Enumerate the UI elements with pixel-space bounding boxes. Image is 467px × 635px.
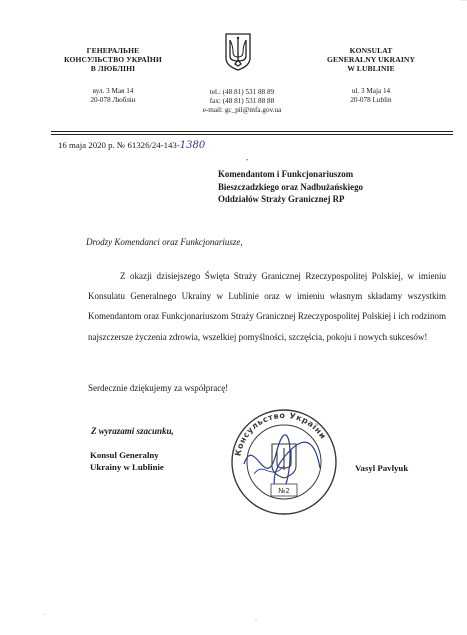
signer-title-line: Ukrainy w Lublinie xyxy=(90,462,164,472)
body-paragraph: Z okazji dzisiejszego Święta Straży Granicznej Rzeczypospolitej Polskiej, w imieniu Konsulatu Generalnego Ukrainy w Lublinie oraz w imieniu własnym składamy wszystkim Komendantom oraz Funkcjonariuszom Straży Granicznej Rzeczypospolitej Polskiej i ich rodzinom najszczersze życzenia zdrowia, wszelkiej pomyślności, szczęścia, pokoju i nowych sukcesów! xyxy=(88,271,446,342)
recipient-line: Bieszczadzkiego oraz Nadbużańskiego xyxy=(218,181,363,192)
salutation: Drodzy Komendanci oraz Funkcjonariusze, xyxy=(86,237,243,247)
header-org-pl-line: W LUBLINIE xyxy=(347,64,395,73)
recipient-block xyxy=(218,168,448,206)
header-org-pl-line: GENERALNY UKRAINY xyxy=(326,55,416,64)
header-org-ua-line: КОНСУЛЬСТВО УКРАЇНИ xyxy=(64,55,162,64)
header-org-pl-line: KONSULAT xyxy=(349,46,393,55)
header-divider-thick xyxy=(51,131,453,132)
stamp-ring-text: Консульство України xyxy=(233,410,328,457)
tryzub-icon xyxy=(224,33,252,71)
header-org-ua-line: В ЛЮБЛІНІ xyxy=(90,64,136,73)
recipient-line: Komendantom i Funkcjonariuszom xyxy=(218,169,354,179)
header-address-ua-line: 20-078 Люблін xyxy=(90,96,136,104)
signer-title-line: Konsul Generalny xyxy=(90,450,159,460)
consulate-stamp xyxy=(224,404,344,520)
header-org-ua xyxy=(58,46,168,73)
contact-fax: fax: (48 81) 531 88 88 xyxy=(209,97,275,105)
header-contacts xyxy=(177,88,307,115)
recipient-line: Oddziałów Straży Granicznej RP xyxy=(218,194,345,204)
header-divider-thin xyxy=(51,134,453,135)
header-address-pl-line: ul. 3 Maja 14 xyxy=(351,87,391,95)
stamp-number: №2 xyxy=(278,487,290,495)
header-address-ua-line: вул. 3 Мая 14 xyxy=(92,87,134,95)
closing-phrase: Z wyrazami szacunku, xyxy=(91,426,174,436)
reference-handwritten-number: 1380 xyxy=(179,140,206,151)
scan-mark: · xyxy=(44,612,46,618)
scan-mark: · xyxy=(255,618,257,624)
header-address-pl-line: 20-078 Lublin xyxy=(350,96,392,104)
header-org-pl xyxy=(316,46,426,73)
reference-printed: 16 maja 2020 р. № 61326/24-143- xyxy=(58,140,180,150)
signer-name: Vasyl Pavlyuk xyxy=(355,463,409,473)
contact-phone: tel.: (48 81) 531 88 89 xyxy=(209,88,275,96)
page-corner-mark: ▔ xyxy=(459,0,467,11)
header-address-pl xyxy=(316,87,426,105)
svg-text:Консульство України xyxy=(233,411,328,457)
header-org-ua-line: ГЕНЕРАЛЬНЕ xyxy=(86,46,140,55)
header-address-ua xyxy=(58,87,168,105)
small-mark: • xyxy=(246,158,249,164)
contact-email: e-mail: gc_pil@mfa.gov.ua xyxy=(202,106,282,114)
thanks-line: Serdecznie dziękujemy za współpracę! xyxy=(88,383,229,393)
reference-line xyxy=(58,140,205,151)
signer-block xyxy=(90,449,164,473)
